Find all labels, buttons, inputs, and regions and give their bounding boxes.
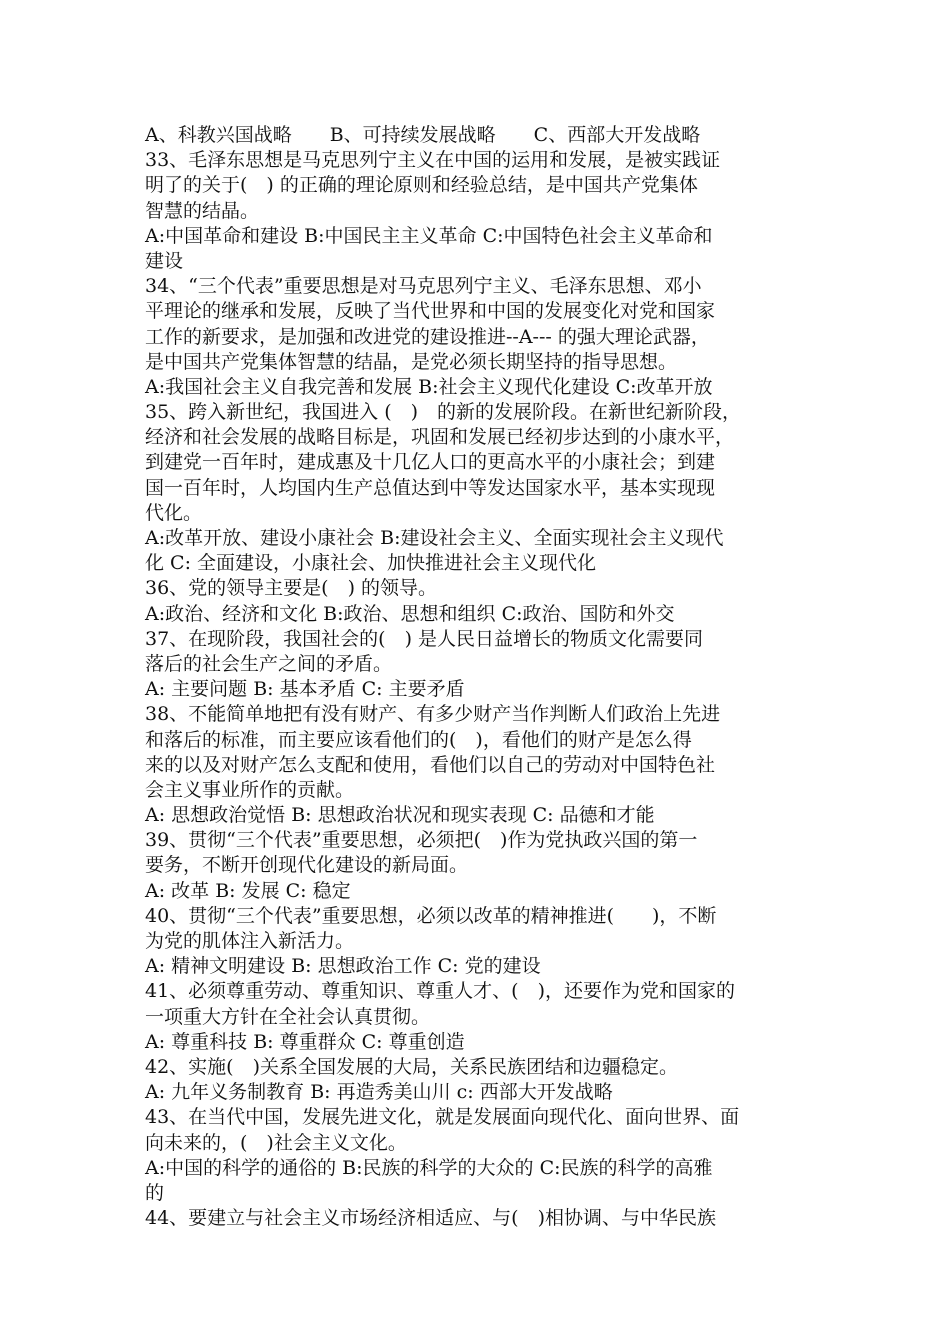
text-line: 39、贯彻“三个代表”重要思想，必须把( )作为党执政兴国的第一 [145, 829, 698, 852]
text-line: 工作的新要求，是加强和改进党的建设推进--A--- 的强大理论武器， [145, 325, 710, 348]
text-line: 43、在当代中国，发展先进文化，就是发展面向现代化、面向世界、面 [145, 1106, 740, 1129]
text-line: 41、必须尊重劳动、尊重知识、尊重人才、( )，还要作为党和国家的 [145, 980, 736, 1003]
text-line: 经济和社会发展的战略目标是，巩固和发展已经初步达到的小康水平， [145, 426, 735, 449]
text-line: 36、党的领导主要是( ) 的领导。 [145, 577, 438, 600]
text-line: 44、要建立与社会主义市场经济相适应、与( )相协调、与中华民族 [145, 1207, 717, 1230]
text-line: A:中国的科学的通俗的 B:民族的科学的大众的 C:民族的科学的高雅 [145, 1156, 713, 1179]
text-line: A:政治、经济和文化 B:政治、思想和组织 C:政治、国防和外交 [145, 602, 675, 625]
text-line: 代化。 [145, 501, 203, 524]
text-line: 为党的肌体注入新活力。 [145, 930, 355, 952]
text-line: 化 C: 全面建设，小康社会、加快推进社会主义现代化 [145, 552, 597, 575]
text-line: 42、实施( )关系全国发展的大局，关系民族团结和边疆稳定。 [145, 1055, 679, 1078]
text-line: 38、不能简单地把有没有财产、有多少财产当作判断人们政治上先进 [145, 703, 721, 726]
text-line: 来的以及对财产怎么支配和使用，看他们以自己的劳动对中国特色社 [145, 753, 716, 776]
text-line: 是中国共产党集体智慧的结晶，是党必须长期坚持的指导思想。 [145, 350, 678, 373]
text-line: 会主义事业所作的贡献。 [145, 778, 355, 801]
text-line: A: 尊重科技 B: 尊重群众 C: 尊重创造 [145, 1030, 465, 1053]
text-line: A: 主要问题 B: 基本矛盾 C: 主要矛盾 [145, 678, 465, 701]
text-line: 37、在现阶段，我国社会的( ) 是人民日益增长的物质文化需要同 [145, 627, 704, 650]
text-line: 和落后的标准，而主要应该看他们的( )，看他们的财产是怎么得 [145, 728, 692, 751]
text-line: 的 [145, 1181, 165, 1204]
text-line: 明了的关于( ) 的正确的理论原则和经验总结，是中国共产党集体 [145, 174, 698, 197]
text-line: A、科教兴国战略 B、可持续发展战略 C、西部大开发战略 [145, 124, 701, 146]
text-line: 34、“三个代表”重要思想是对马克思列宁主义、毛泽东思想、邓小 [145, 275, 702, 298]
text-line: A:改革开放、建设小康社会 B:建设社会主义、全面实现社会主义现代 [145, 527, 724, 549]
text-line: 国一百年时，人均国内生产总值达到中等发达国家水平，基本实现现 [145, 476, 716, 499]
text-line: A:我国社会主义自我完善和发展 B:社会主义现代化建设 C:改革开放 [145, 375, 713, 398]
text-line: 智慧的结晶。 [145, 199, 260, 222]
document-body [145, 123, 820, 1231]
text-line: 一项重大方针在全社会认真贯彻。 [145, 1005, 431, 1028]
text-line: 落后的社会生产之间的矛盾。 [145, 652, 393, 675]
text-line: 向未来的，( )社会主义文化。 [145, 1131, 407, 1154]
text-line: 平理论的继承和发展，反映了当代世界和中国的发展变化对党和国家 [145, 300, 716, 323]
text-line: A:中国革命和建设 B:中国民主主义革命 C:中国特色社会主义革命和 [145, 224, 713, 247]
text-line: A: 思想政治觉悟 B: 思想政治状况和现实表现 C: 品德和才能 [145, 804, 655, 827]
text-line: 建设 [145, 249, 184, 272]
text-line: A: 九年义务制教育 B: 再造秀美山川 c: 西部大开发战略 [145, 1081, 613, 1104]
text-line: 33、毛泽东思想是马克思列宁主义在中国的运用和发展，是被实践证 [145, 149, 721, 172]
text-line: 要务，不断开创现代化建设的新局面。 [145, 854, 469, 877]
text-line: 到建党一百年时，建成惠及十几亿人口的更高水平的小康社会；到建 [145, 451, 716, 474]
text-line: 35、跨入新世纪，我国进入 ( ) 的新的发展阶段。在新世纪新阶段， [145, 401, 742, 424]
text-line: 40、贯彻“三个代表”重要思想，必须以改革的精神推进( )，不断 [145, 904, 717, 927]
text-line: A: 精神文明建设 B: 思想政治工作 C: 党的建设 [145, 955, 541, 978]
text-line: A: 改革 B: 发展 C: 稳定 [145, 879, 351, 902]
